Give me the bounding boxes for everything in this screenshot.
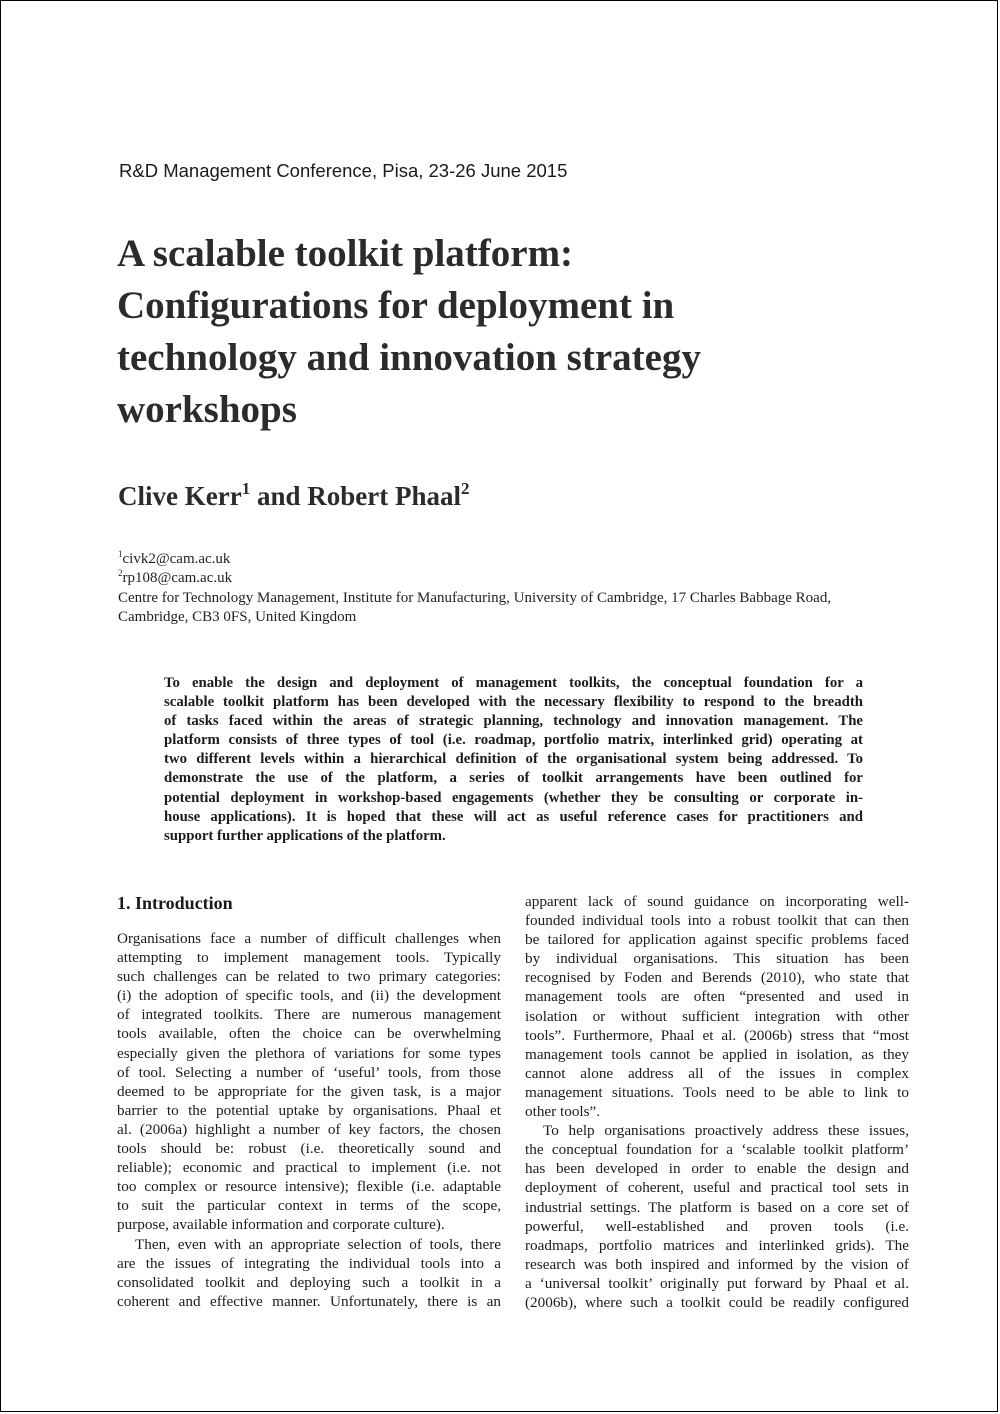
author-email [118,550,918,569]
body-line: of tool. Selecting a number of ‘useful’ tools, from those [117,1063,501,1081]
paper-title [117,228,897,436]
body-line: recognised by Foden and Berends (2010), who state that [525,969,909,987]
author-superscript: 2 [460,479,470,498]
body-line: such challenges can be related to two primary categories: [117,968,501,986]
body-column-left [117,891,501,1311]
affiliation-address: Centre for Technology Management, Institute for Manufacturing, University of Cambridge, 17 Charles Babbage Road, [118,589,832,606]
body-line: management tools are often “presented and used in [525,988,909,1006]
title-line: Configurations for deployment in [117,284,675,327]
body-line: the conceptual foundation for a ‘scalable toolkit platform’ [525,1141,909,1159]
body-line: has been developed in order to enable the design and [525,1160,909,1178]
body-line: barrier to the potential uptake by organisations. Phaal et [117,1101,501,1119]
body-line: management tools cannot be applied in isolation, as they [525,1045,909,1063]
body-line: are the issues of integrating the individual tools into a [117,1254,501,1272]
body-line: by individual organisations. This situation has been [525,950,909,968]
body-line: powerful, well-established and proven tools (i.e. [525,1217,909,1235]
body-line: Organisations face a number of difficult challenges when [117,930,501,947]
abstract-line: platform consists of three types of tool (i.e. roadmap, portfolio matrix, interlinked grid) operating at [164,732,863,749]
body-line: cannot alone address all of the issues in complex [525,1064,909,1082]
body-line: especially given the plethora of variations for some types [117,1044,501,1062]
body-line: a ‘universal toolkit’ originally put forward by Phaal et al. [525,1274,909,1292]
abstract-line: two different levels within a hierarchical definition of the organisational system being addressed. To [164,751,863,768]
author-connector: and [250,481,308,511]
body-line: research was both inspired and informed by the vision of [525,1255,909,1273]
body-line: attempting to implement management tools. Typically [117,949,501,967]
body-line: to suit the particular context in terms of the scope, [117,1197,501,1215]
body-line: tools should be: robust (i.e. theoretically sound and [117,1140,501,1158]
conference-header: R&D Management Conference, Pisa, 23-26 June 2015 [119,160,568,181]
abstract-line: potential deployment in workshop-based engagements (whether they be consulting or corporate in- [164,789,863,806]
title-line: workshops [117,388,297,431]
body-line: founded individual tools into a robust toolkit that can then [525,912,909,930]
abstract-line: house applications). It is hoped that these will act as useful reference cases for practitioners and [164,808,863,825]
author-email [118,569,918,588]
body-line: tools”. Furthermore, Phaal et al. (2006b) stress that “most [525,1026,909,1044]
body-line: isolation or without sufficient integration with other [525,1007,909,1025]
email-address: rp108@cam.ac.uk [122,570,233,587]
body-line: reliable); economic and practical to implement (i.e. not [117,1159,501,1177]
affiliation-block [118,550,918,627]
author-name: Clive Kerr [118,481,242,511]
body-line: tools available, often the choice can be overwhelming [117,1025,501,1043]
abstract-line: of tasks faced within the areas of strategic planning, technology and innovation management. The [164,713,863,730]
body-line: Then, even with an appropriate selection of tools, there [135,1235,501,1253]
affiliation-address: Cambridge, CB3 0FS, United Kingdom [118,608,357,625]
body-line: coherent and effective manner. Unfortunately, there is an [117,1292,501,1310]
author-name: Robert Phaal [307,481,461,511]
email-address: civk2@cam.ac.uk [122,551,231,567]
body-line: industrial settings. The platform is based on a core set of [525,1198,909,1216]
abstract-line: To enable the design and deployment of management toolkits, the conceptual foundation for a [164,675,863,691]
body-line: To help organisations proactively address these issues, [543,1122,909,1140]
abstract [164,674,863,846]
body-column-right [525,892,909,1312]
author-list [118,481,469,512]
body-line: deemed to be appropriate for the given task, is a major [117,1082,501,1100]
body-line: purpose, available information and corporate culture). [117,1216,445,1234]
body-line: roadmaps, portfolio matrices and interlinked grids). The [525,1236,909,1254]
body-line: too complex or resource intensive); flexible (i.e. adaptable [117,1178,501,1196]
author-superscript: 1 [241,479,251,498]
body-line: of integrated toolkits. There are numerous management [117,1006,501,1024]
body-line: consolidated toolkit and deploying such a toolkit in a [117,1273,501,1291]
body-line: apparent lack of sound guidance on incorporating well- [525,893,909,910]
body-line: management situations. Tools need to be able to link to [525,1083,909,1101]
abstract-line: support further applications of the platform. [164,827,446,844]
body-line: al. (2006a) highlight a number of key factors, the chosen [117,1120,501,1138]
body-line: deployment of coherent, useful and practical tool sets in [525,1179,909,1197]
body-line: other tools”. [525,1103,601,1121]
email-superscript: 1 [118,549,123,559]
body-line: (2006b), where such a toolkit could be readily configured [525,1293,909,1311]
title-line: A scalable toolkit platform: [117,232,574,275]
abstract-line: scalable toolkit platform has been developed with the necessary flexibility to respond to the breadth [164,694,863,711]
abstract-line: demonstrate the use of the platform, a series of toolkit arrangements have been outlined for [164,770,863,787]
section-heading: 1. Introduction [117,893,233,913]
title-line: technology and innovation strategy [117,336,701,379]
body-line: be tailored for application against specific problems faced [525,931,909,949]
body-line: (i) the adoption of specific tools, and (ii) the development [117,987,501,1005]
email-superscript: 2 [118,568,123,579]
